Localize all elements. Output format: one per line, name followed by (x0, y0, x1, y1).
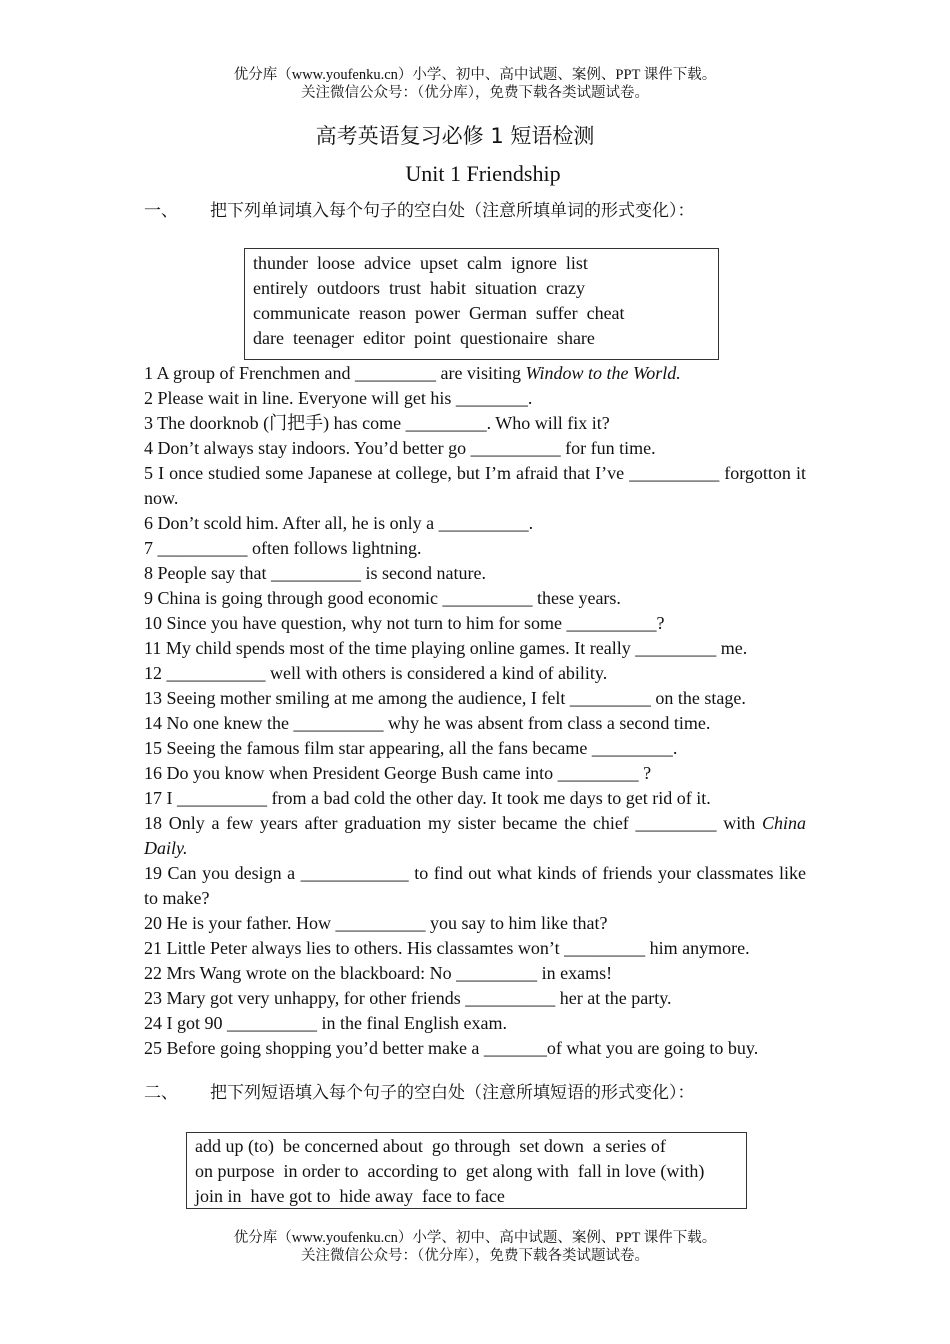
word-bank-word: upset (419, 253, 458, 273)
word-bank-word: list (565, 253, 588, 273)
word-bank-word: communicate (253, 303, 350, 323)
word-bank-word: situation (475, 278, 537, 298)
section-2-number: 二、 (144, 1083, 178, 1103)
question-text: 18 Only a few years after graduation my sister became the chief _________ with (144, 813, 762, 833)
phrase-bank-row: add up (to) be concerned about go through set down a series of (195, 1136, 666, 1156)
word-bank-word: loose (316, 253, 355, 273)
word-bank-word: power (414, 303, 460, 323)
question-item: 14 No one knew the __________ why he was absent from class a second time. (144, 713, 711, 733)
section-2-instruction: 把下列短语填入每个句子的空白处（注意所填短语的形式变化）： (210, 1083, 695, 1103)
question-item: 20 He is your father. How __________ you say to him like that? (144, 913, 608, 933)
question-item: 19 Can you design a ____________ to find out what kinds of friends your classmates like to make? (144, 863, 806, 908)
question-item: 9 China is going through good economic __________ these years. (144, 588, 621, 608)
question-item: 8 People say that __________ is second nature. (144, 563, 486, 583)
word-bank-word: entirely (253, 278, 308, 298)
question-item: 17 I __________ from a bad cold the other day. It took me days to get rid of it. (144, 788, 711, 808)
word-bank-word: thunder (253, 253, 308, 273)
word-bank-word: cheat (586, 303, 625, 323)
word-bank-word: German (468, 303, 527, 323)
section-1-instruction: 把下列单词填入每个句子的空白处（注意所填单词的形式变化）： (210, 201, 695, 221)
question-item (144, 811, 806, 861)
question-item: 24 I got 90 __________ in the final English exam. (144, 1013, 507, 1033)
question-list (144, 361, 806, 1061)
question-item: 7 __________ often follows lightning. (144, 538, 422, 558)
question-item: 25 Before going shopping you’d better make a _______of what you are going to buy. (144, 1038, 759, 1058)
word-bank-word: point (413, 328, 451, 348)
section-1-heading (144, 199, 695, 223)
question-item: 2 Please wait in line. Everyone will get his ________. (144, 388, 533, 408)
word-bank-word: outdoors (316, 278, 380, 298)
section-1-number: 一、 (144, 201, 178, 221)
question-text: 1 A group of Frenchmen and _________ are visiting (144, 363, 526, 383)
word-bank-word: crazy (546, 278, 585, 298)
question-item: 10 Since you have question, why not turn to him for some __________? (144, 613, 665, 633)
word-bank-word: dare (253, 328, 284, 348)
header-line-2: 关注微信公众号：（优分库），免费下载各类试题试卷。 (301, 85, 649, 101)
question-item: 22 Mrs Wang wrote on the blackboard: No _________ in exams! (144, 963, 613, 983)
word-bank-row (253, 251, 710, 276)
word-bank-word: trust (388, 278, 421, 298)
question-item: 3 The doorknob (门把手) has come _________. Who will fix it? (144, 413, 610, 433)
word-bank-word: habit (430, 278, 466, 298)
header-line-1: 优分库（www.youfenku.cn）小学、初中、高中试题、案例、PPT 课件下载。 (233, 67, 717, 83)
question-item: 21 Little Peter always lies to others. His classamtes won’t _________ him anymore. (144, 938, 750, 958)
word-bank-word: editor (362, 328, 405, 348)
word-bank-row (253, 276, 710, 301)
word-bank-word: reason (358, 303, 406, 323)
question-item: 4 Don’t always stay indoors. You’d better go __________ for fun time. (144, 438, 656, 458)
page-footer (0, 1229, 950, 1265)
word-bank-word: ignore (510, 253, 557, 273)
phrase-bank-row: on purpose in order to according to get along with fall in love (with) (195, 1161, 705, 1181)
question-item: 6 Don’t scold him. After all, he is only a __________. (144, 513, 534, 533)
word-bank-box (244, 248, 719, 360)
question-item: 5 I once studied some Japanese at college, but I’m afraid that I’ve __________ forgotton it now. (144, 463, 806, 508)
phrase-bank-row: join in have got to hide away face to face (195, 1186, 505, 1206)
unit-title: Unit 1 Friendship (405, 161, 561, 186)
question-italic-text: Window to the World. (525, 363, 681, 383)
word-bank-word: teenager (292, 328, 354, 348)
word-bank-word: calm (466, 253, 502, 273)
question-item: 16 Do you know when President George Bush came into _________ ? (144, 763, 652, 783)
section-2-heading (144, 1081, 695, 1105)
footer-line-1: 优分库（www.youfenku.cn）小学、初中、高中试题、案例、PPT 课件下载。 (233, 1230, 717, 1246)
question-item: 11 My child spends most of the time playing online games. It really _________ me. (144, 638, 748, 658)
question-item: 13 Seeing mother smiling at me among the audience, I felt _________ on the stage. (144, 688, 746, 708)
word-bank-word: questionaire (459, 328, 548, 348)
page-header (0, 66, 950, 102)
page-title: 高考英语复习必修 1 短语检测 (315, 124, 595, 148)
phrase-bank-box (186, 1132, 747, 1209)
word-bank-row (253, 326, 710, 351)
question-italic-text: China Daily. (144, 813, 806, 858)
question-item: 15 Seeing the famous film star appearing, all the fans became _________. (144, 738, 678, 758)
word-bank-word: suffer (535, 303, 578, 323)
question-item (144, 361, 806, 386)
question-item: 12 ___________ well with others is considered a kind of ability. (144, 663, 608, 683)
word-bank-row (253, 301, 710, 326)
word-bank-word: share (556, 328, 595, 348)
footer-line-2: 关注微信公众号：（优分库），免费下载各类试题试卷。 (301, 1248, 649, 1264)
question-item: 23 Mary got very unhappy, for other friends __________ her at the party. (144, 988, 672, 1008)
word-bank-word: advice (363, 253, 411, 273)
